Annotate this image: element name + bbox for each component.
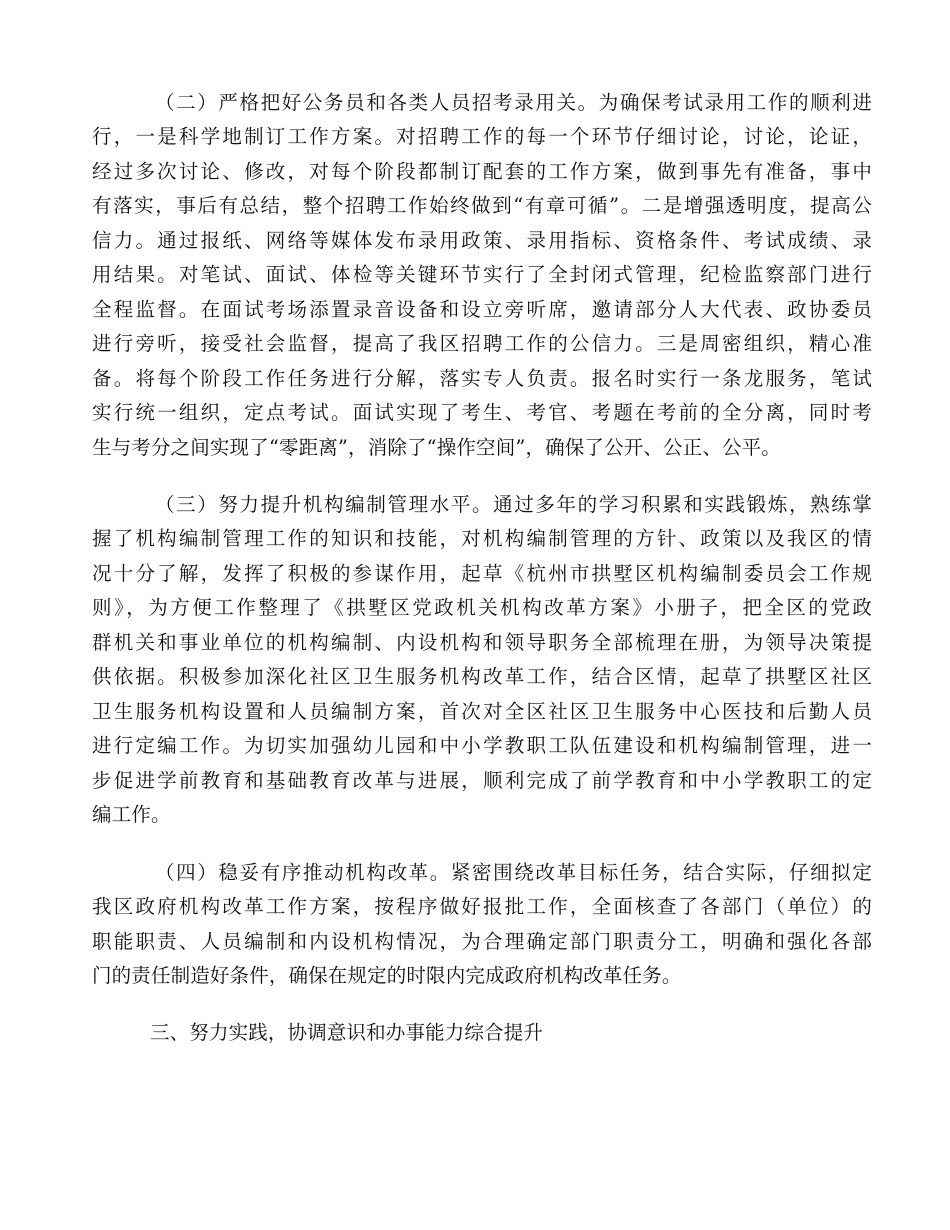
text-line: 步促进学前教育和基础教育改革与进展，顺利完成了前学教育和中小学教职工的定 [92,769,872,792]
text-line: 供依据。积极参加深化社区卫生服务机构改革工作，结合区情，起草了拱墅区社区 [92,665,872,688]
section-heading: 三、努力实践，协调意识和办事能力综合提升 [150,1021,544,1044]
text-line: 备。将每个阶段工作任务进行分解，落实专人负责。报名时实行一条龙服务，笔试 [92,367,872,390]
text-line: 行，一是科学地制订工作方案。对招聘工作的每一个环节仔细讨论，讨论，论证， [92,125,872,148]
text-line: 经过多次讨论、修改，对每个阶段都制订配套的工作方案，做到事先有准备，事中 [92,160,872,183]
text-line: 编工作。 [92,803,171,826]
text-line: 群机关和事业单位的机构编制、内设机构和领导职务全部梳理在册，为领导决策提 [92,631,872,654]
text-line: （四）稳妥有序推动机构改革。紧密围绕改革目标任务，结合实际，仔细拟定 [155,861,872,884]
text-line: 进行定编工作。为切实加强幼儿园和中小学教职工队伍建设和机构编制管理，进一 [92,734,872,757]
text-line: 卫生服务机构设置和人员编制方案，首次对全区社区卫生服务中心医技和后勤人员 [92,700,872,723]
text-line: 用结果。对笔试、面试、体检等关键环节实行了全封闭式管理，纪检监察部门进行 [92,263,872,286]
text-line: 实行统一组织，定点考试。面试实现了考生、考官、考题在考前的全分离，同时考 [92,401,872,424]
text-line: 职能职责、人员编制和内设机构情况，为合理确定部门职责分工，明确和强化各部 [92,930,872,953]
text-line: （三）努力提升机构编制管理水平。通过多年的学习积累和实践锻炼，熟练掌 [155,493,872,516]
text-line: （二）严格把好公务员和各类人员招考录用关。为确保考试录用工作的顺利进 [155,91,872,114]
text-line: 全程监督。在面试考场添置录音设备和设立旁听席，邀请部分人大代表、政协委员 [92,298,872,321]
text-line: 则》，为方便工作整理了《拱墅区党政机关机构改革方案》小册子，把全区的党政 [92,596,872,619]
text-line: 有落实，事后有总结，整个招聘工作始终做到“有章可循”。二是增强透明度，提高公 [92,194,872,217]
text-line: 信力。通过报纸、网络等媒体发布录用政策、录用指标、资格条件、考试成绩、录 [92,229,872,252]
text-line: 生与考分之间实现了“零距离”，消除了“操作空间”，确保了公开、公正、公平。 [92,436,781,459]
text-line: 我区政府机构改革工作方案，按程序做好报批工作，全面核查了各部门（单位）的 [92,895,872,918]
text-line: 握了机构编制管理工作的知识和技能，对机构编制管理的方针、政策以及我区的情 [92,527,872,550]
text-line: 门的责任制造好条件，确保在规定的时限内完成政府机构改革任务。 [92,964,682,987]
text-line: 况十分了解，发挥了积极的参谋作用，起草《杭州市拱墅区机构编制委员会工作规 [92,562,872,585]
text-line: 进行旁听，接受社会监督，提高了我区招聘工作的公信力。三是周密组织，精心准 [92,332,872,355]
